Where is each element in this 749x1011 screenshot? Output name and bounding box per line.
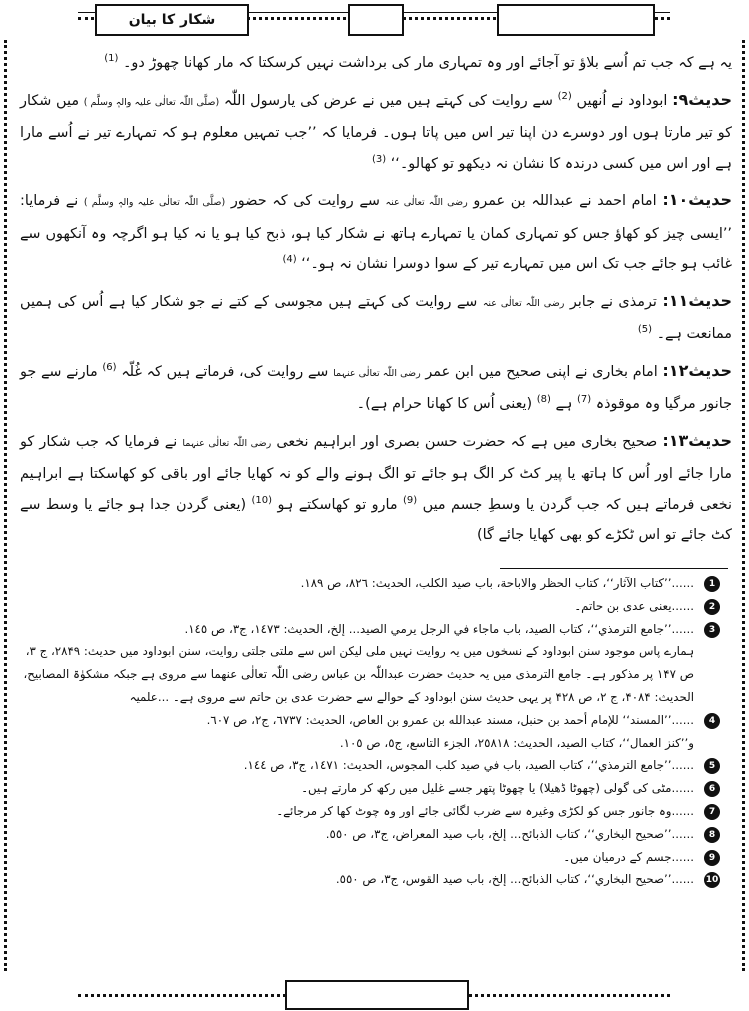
hadith-text: میں شکار کو تیر مارتا ہوں اور دوسرے دن اپنا تیر اس میں پاتا ہوں۔ فرمایا کہ ’’جب تمہیں معلوم ہو کہ تمہارے تیر نے اُسے مارا ہے اور اس میں کسی درندہ کا نشان نہ دیکھو تو کھالو۔‘‘ xyxy=(20,92,732,172)
footnote-ref: (6) xyxy=(102,361,117,373)
hadith-text: نے فرمایا کہ جب شکار کو مارا جائے اور اُس کا ہاتھ یا پیر کٹ کر الگ ہو جائے تو الگ ہونے والے کو نہ کھایا جائے اور باقی کو کھاسکتا ہے ابراہیم نخعی فرماتے ہیں کہ جب گردن یا وسطِ جسم میں xyxy=(20,433,733,513)
footnote-ref: (3) xyxy=(371,153,387,165)
footnote-text: ......وہ جانور جس کو لکڑی وغیرہ سے ضرب لگائی جائے اور وہ چوٹ کھا کر مرجائے۔ xyxy=(276,803,694,818)
footer-box xyxy=(285,980,469,1010)
footnote-number: 9 xyxy=(704,850,720,866)
hadith-9 xyxy=(20,85,732,180)
hadith-text: سے روایت کی کہتے ہیں مجوسی کے کتے نے جو شکار کیا ہے اُس کی ہمیں ممانعت ہے۔ xyxy=(20,293,732,342)
footnote-number: 8 xyxy=(704,827,720,843)
footnote-text: ......’’صحيح البخاري‘‘، كتاب الذبائح... إلخ، باب صيد المعراض، ج٣، ص ٥٥٠. xyxy=(325,826,694,841)
footnote-text: ......’’المسند‘‘ للإمام أحمد بن حنبل، مسند عبدالله بن عمرو بن العاص، الحديث: ٦٧٣٧، ج٢، ص ٦٠٧. xyxy=(206,712,694,727)
footnote-number: 6 xyxy=(704,781,720,797)
footnote-ref: (10) xyxy=(251,494,273,506)
footnote-number: 2 xyxy=(704,599,720,615)
hadith-13 xyxy=(20,426,732,551)
footnote-text: ......جسم کے درمیان میں۔ xyxy=(563,849,694,864)
footnote-text: ......’’صحيح البخاري‘‘، كتاب الذبائح... إلخ، باب صيد القوس، ج٣، ص ٥٥٠. xyxy=(335,872,694,887)
hadith-text: (یعنی گردن جدا ہو جائے یا وسط سے کٹ جائے تو اس ٹکڑے کو بھی کھایا جائے گا) xyxy=(20,496,732,543)
footnote-5 xyxy=(20,754,720,777)
hadith-text: امام بخاری نے اپنی صحیح میں ابن عمر xyxy=(425,363,658,380)
hadith-12 xyxy=(20,356,732,420)
header-book-box xyxy=(497,4,655,36)
footnote-separator xyxy=(500,568,728,569)
paragraph-continuation xyxy=(20,48,732,79)
hadith-heading: حدیث۱۲: xyxy=(662,360,733,380)
footnote-3-extra: ہمارے پاس موجود سنن ابوداود کے نسخوں میں یہ روایت نہیں ملی لیکن اس سے ملتی جلتی روایت، سنن ابوداود میں حدیث: ۲۸۴۹، ج ۳، ص ۱۴۷ پر مذکور ہے۔ جامع الترمذی میں یہ حدیث حضرت عبداللّٰہ بن عباس رضی اللّٰہ تعالٰی عنھما سے مروی ہے جبکہ مشکوٰۃ المصابیح، الحدیث: ۴۰۸۴، ج ۲، ص ۴۲۸ پر یہی حدیث سنن ابوداود کے حوالے سے حضرت عدی بن حاتم سے مروی ہے۔ ...علمیہ xyxy=(23,644,694,704)
footnote-number: 1 xyxy=(704,576,720,592)
footnote-4-extra: و’’كنز العمال‘‘، كتاب الصيد، الحديث: ٢٥٨١٨، الجزء التاسع، ج٥، ص ١٠٥. xyxy=(339,735,694,750)
honorific: رضی اللّٰہ تعالٰی عنہ xyxy=(385,197,468,208)
hadith-text: ہے xyxy=(555,396,573,412)
left-border xyxy=(4,40,7,971)
footnote-ref: (7) xyxy=(576,394,592,406)
hadith-heading: حدیث۱۱: xyxy=(662,290,733,310)
honorific: رضی اللّٰہ تعالٰی عنہما xyxy=(333,367,421,379)
footnote-ref: (8) xyxy=(536,394,551,406)
footnote-text: ......’’كتاب الآثار‘‘، كتاب الحظر والاباحة، باب صيد الكلب، الحديث: ٨٢٦، ص ١٨٩. xyxy=(300,576,694,590)
footnote-number: 4 xyxy=(704,713,720,729)
footnote-4 xyxy=(20,709,720,732)
hadith-text: نے فرمایا: ’’ایسی چیز کو کھاؤ جس کو تمہاری کمان یا تمہارے ہاتھ نے شکار کیا ہو، ذبح کیا ہو یا نہ کیا ہو اگرچہ وہ آنکھوں سے غائب ہو جائے جب تک اس میں تمہارے تیر کے سوا دوسرا نشان نہ ہو۔‘‘ xyxy=(20,193,732,272)
footnotes xyxy=(20,572,720,891)
hadith-heading: حدیث۱۳: xyxy=(662,430,732,450)
footnote-text: ......یعنی عدی بن حاتم۔ xyxy=(574,598,694,613)
hadith-11 xyxy=(20,286,732,350)
honorific: رضی اللّٰہ تعالٰی عنہ xyxy=(482,297,565,309)
footnote-ref: (9) xyxy=(403,494,418,506)
footnote-text: ......’’جامع الترمذي‘‘، كتاب الصيد، باب ماجاء في الرجل يرمي الصيد... إلخ، الحديث: ١٤٧٣، ج٣، ص ١٤٥. xyxy=(184,621,694,636)
hadith-heading: حدیث۹: xyxy=(672,89,733,109)
footnote-ref: (2) xyxy=(557,90,572,102)
footnote-number: 10 xyxy=(704,872,720,888)
honorific: (صلَّی اللّٰہ تعالٰی علیہ والہٖ وسلَّم ) xyxy=(83,96,220,108)
footnote-number: 7 xyxy=(704,804,720,820)
footnote-3 xyxy=(20,618,720,641)
footnote-number: 3 xyxy=(704,622,720,638)
footnote-2 xyxy=(20,595,720,618)
footnote-ref: (1) xyxy=(104,53,119,65)
hadith-text: مارو تو کھاسکتے ہو xyxy=(277,496,398,513)
honorific: رضی اللّٰہ تعالٰی عنہما xyxy=(182,437,272,449)
chapter-title: شکار کا بیان xyxy=(95,4,249,36)
hadith-text: ابوداود نے اُنھیں xyxy=(576,92,668,109)
footnote-6 xyxy=(20,777,720,800)
hadith-text: ترمذی نے جابر xyxy=(569,293,657,310)
honorific: (صلَّی اللّٰہ تعالٰی علیہ والہٖ وسلَّم ) xyxy=(83,197,226,208)
footnote-text: ......’’جامع الترمذي‘‘، كتاب الصيد، باب في صيد كلب المجوس، الحديث: ١٤٧١، ج٣، ص ١٤٤. xyxy=(243,758,694,773)
header-page-box xyxy=(348,4,404,36)
hadith-text: سے روایت کی کہتے ہیں میں نے عرض کی یارسول اللّٰہ xyxy=(223,92,553,109)
hadith-heading: حدیث۱۰: xyxy=(662,190,732,209)
hadith-text: سے روایت کی، فرماتے ہیں کہ غُلّہ xyxy=(121,363,329,380)
hadith-text: (یعنی اُس کا کھانا حرام ہے)۔ xyxy=(356,396,533,412)
hadith-text: صحیح بخاری میں ہے کہ حضرت حسن بصری اور ابراہیم نخعی xyxy=(276,433,658,450)
footnote-9 xyxy=(20,846,720,869)
hadith-text: سے روایت کی کہ حضور xyxy=(230,193,380,209)
footnote-10 xyxy=(20,868,720,891)
paragraph-text: یہ ہے کہ جب تم اُسے بلاؤ تو آجائے اور وہ تمہاری مار کی برداشت نہیں کرسکتا کہ مار کھانا چھوڑ دو۔ xyxy=(122,55,732,71)
footnote-7 xyxy=(20,800,720,823)
footnote-ref: (4) xyxy=(282,254,297,266)
hadith-text: امام احمد نے عبداللہ بن عمرو xyxy=(473,193,657,209)
right-border xyxy=(742,40,745,971)
hadith-text: مارنے سے جو جانور مرگیا وہ موقوذہ xyxy=(20,363,732,412)
main-text xyxy=(20,48,732,557)
footnote-1 xyxy=(20,572,720,595)
footnote-ref: (5) xyxy=(637,324,653,336)
footnote-8 xyxy=(20,823,720,846)
footnote-number: 5 xyxy=(704,758,720,774)
hadith-10 xyxy=(20,185,732,280)
footnote-text: ......مٹی کی گولی (چھوٹا ڈھیلا) یا چھوٹا پتھر جسے غلیل میں رکھ کر مارتے ہیں۔ xyxy=(301,781,694,796)
